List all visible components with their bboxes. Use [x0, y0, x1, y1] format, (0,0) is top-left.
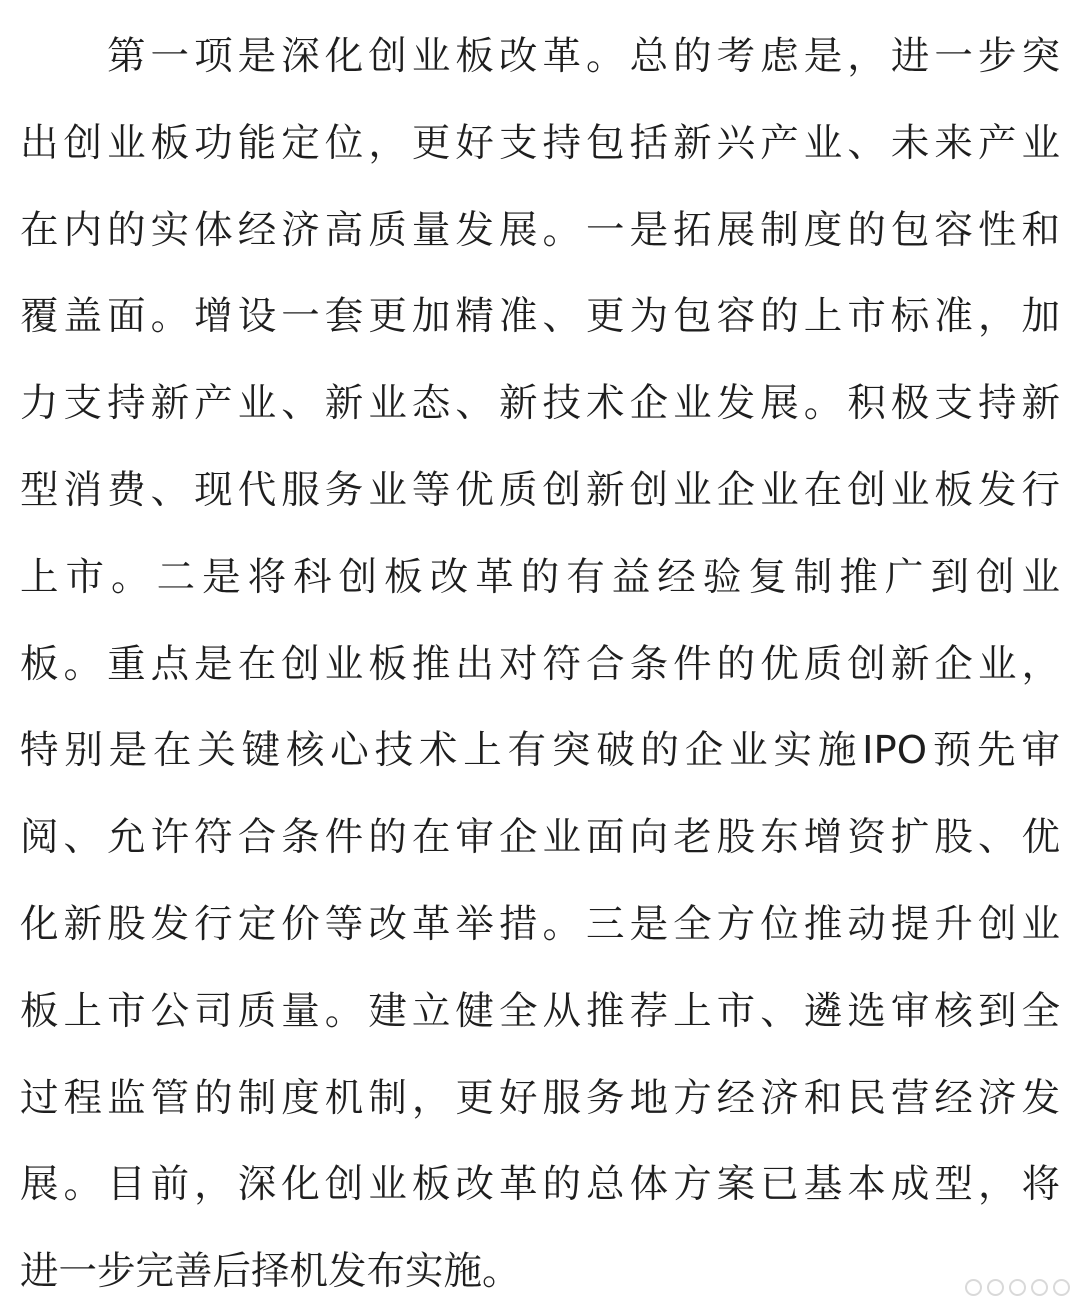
paragraph-line: 阅、允许符合条件的在审企业面向老股东增资扩股、优: [20, 815, 1060, 861]
paragraph: [20, 14, 1060, 1316]
paragraph-line: 第一项是深化创业板改革。总的考虑是，进一步突: [107, 34, 1060, 79]
paragraph-line: 板上市公司质量。建立健全从推荐上市、遴选审核到全: [20, 988, 1060, 1034]
watermark-dot: [965, 1279, 982, 1296]
watermark-dot: [987, 1279, 1004, 1296]
paragraph-line: 覆盖面。增设一套更加精准、更为包容的上市标准，加: [20, 294, 1060, 340]
paragraph-line: 板。重点是在创业板推出对符合条件的优质创新企业，: [20, 641, 1060, 687]
watermark-dot: [1053, 1279, 1070, 1296]
paragraph-line: 进一步完善后择机发布实施。: [20, 1249, 521, 1295]
paragraph-line: 出创业板功能定位，更好支持包括新兴产业、未来产业: [20, 120, 1060, 166]
paragraph-line: 型消费、现代服务业等优质创新创业企业在创业板发行: [20, 467, 1060, 513]
paragraph-line: 特别是在关键核心技术上有突破的企业实施IPO预先审: [20, 728, 1060, 774]
paragraph-line: 展。目前，深化创业板改革的总体方案已基本成型，将: [20, 1162, 1060, 1208]
paragraph-line: 在内的实体经济高质量发展。一是拓展制度的包容性和: [20, 207, 1060, 253]
paragraph-line: 化新股发行定价等改革举措。三是全方位推动提升创业: [20, 901, 1060, 947]
watermark-dots-icon: [940, 1274, 1070, 1300]
paragraph-line: 力支持新产业、新业态、新技术企业发展。积极支持新: [20, 381, 1060, 427]
paragraph-line: 上市。二是将科创板改革的有益经验复制推广到创业: [20, 554, 1060, 600]
paragraph-line: 过程监管的制度机制，更好服务地方经济和民营经济发: [20, 1075, 1060, 1121]
watermark-dot: [1009, 1279, 1026, 1296]
watermark-dot: [1031, 1279, 1048, 1296]
